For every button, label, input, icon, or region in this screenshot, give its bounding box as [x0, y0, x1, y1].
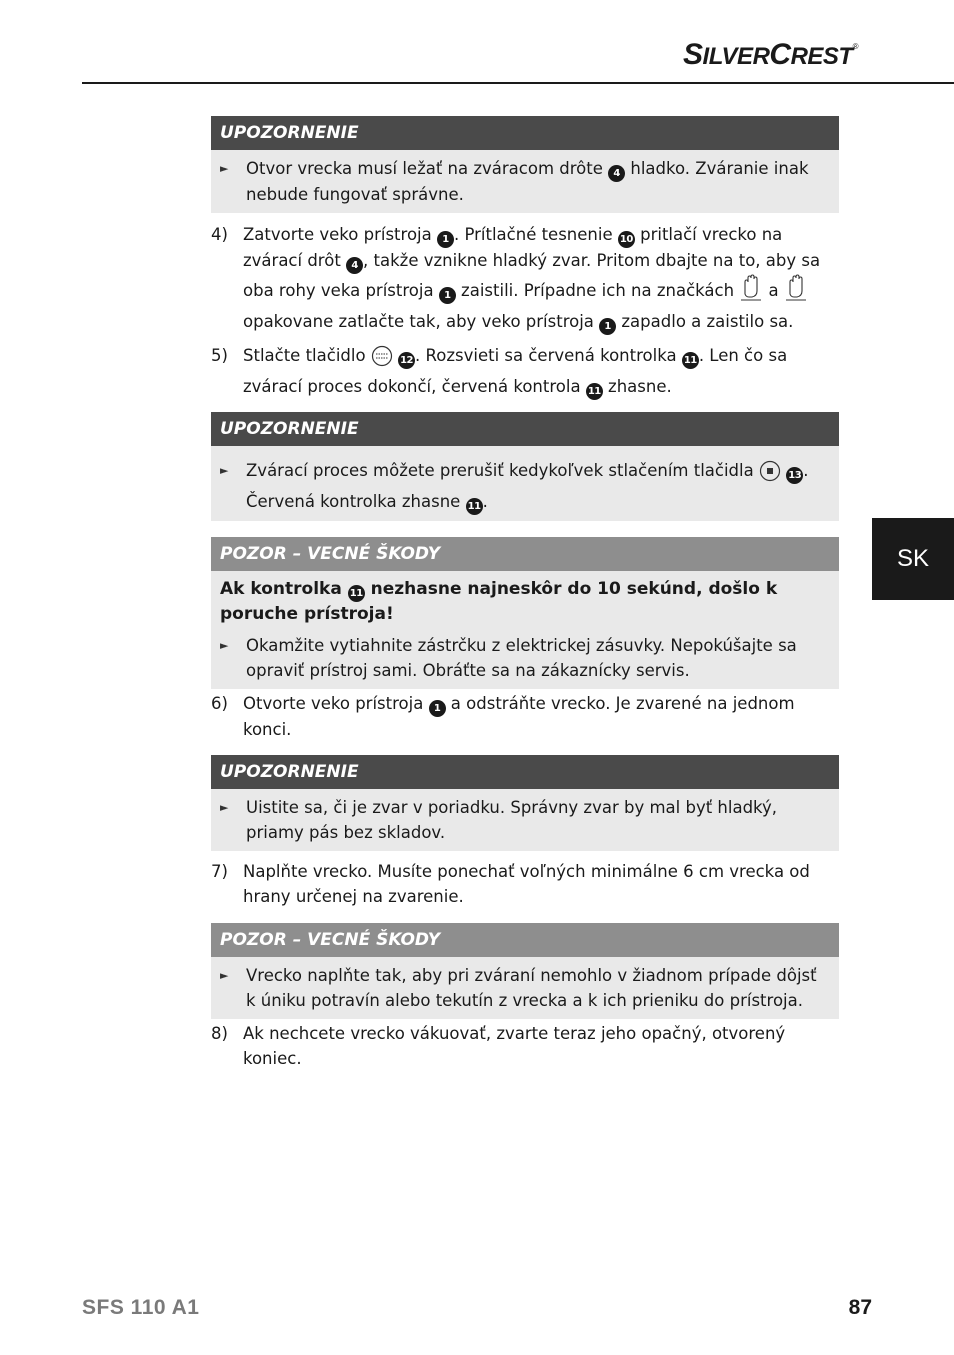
stop-button-icon [759, 460, 781, 489]
step-number: 8) [211, 1024, 228, 1043]
ref-marker: 4 [346, 257, 363, 274]
caution-body [211, 571, 839, 689]
note-box-3 [211, 755, 839, 851]
hand-icon [739, 274, 763, 309]
header-rule [82, 82, 954, 84]
hand-icon [784, 274, 808, 309]
ref-marker: 11 [348, 585, 365, 602]
ref-marker: 10 [618, 231, 635, 248]
step-7 [211, 859, 839, 909]
step-text: Stlačte tlačidlo 12 . Rozsvieti sa červená kontrolka 11 . Len čo sa zvárací proces dokončí, červená kontrola 11 zhasne. [243, 343, 839, 400]
brand-logo [683, 38, 858, 72]
step-8 [211, 1021, 839, 1071]
bullet-text: Zvárací proces môžete prerušiť kedykoľvek stlačením tlačidla 13 . Červená kontrolka zhasne 11 . [246, 458, 829, 515]
bullet-triangle-icon: ► [220, 801, 229, 814]
step-6 [211, 691, 839, 742]
note-title: UPOZORNENIE [211, 412, 839, 446]
bullet-triangle-icon: ► [220, 969, 229, 982]
ref-marker: 13 [786, 467, 803, 484]
note-title: UPOZORNENIE [211, 116, 839, 150]
brand-logo-rest: REST [790, 43, 853, 70]
bullet-item [220, 458, 829, 515]
ref-marker: 11 [682, 352, 699, 369]
note-box-1 [211, 116, 839, 213]
bullet-text: Vrecko naplňte tak, aby pri zváraní nemohlo v žiadnom prípade dôjsť k úniku potravín alebo tekutín z vrecka a k ich prieniku do prístroja. [246, 966, 817, 1010]
step-text: Zatvorte veko prístroja 1 . Prítlačné tesnenie 10 pritlačí vrecko na zvárací drôt 4 , takže vznikne hladký zvar. Pritom dbajte na to, aby sa oba rohy veka prístroja 1 zaistili. Prípadne ich na značkách a opakovane zatlačte tak, aby veko prístroja 1 zapadlo a zaistilo sa. [243, 222, 839, 335]
bullet-triangle-icon: ► [220, 639, 229, 652]
bullet-triangle-icon: ► [220, 162, 229, 175]
ref-marker: 12 [398, 352, 415, 369]
caution-warning-text: Ak kontrolka 11 nezhasne najneskôr do 10 sekúnd, došlo k poruche prístroja! [220, 579, 778, 624]
step-text: Ak nechcete vrecko vákuovať, zvarte teraz jeho opačný, otvorený koniec. [243, 1024, 786, 1068]
bullet-item [220, 963, 829, 1013]
brand-logo-c: C [769, 38, 791, 71]
caution-box-2 [211, 923, 839, 1019]
note-title: UPOZORNENIE [211, 755, 839, 789]
caution-title: POZOR – VECNÉ ŠKODY [211, 923, 839, 957]
ref-marker: 1 [439, 287, 456, 304]
bullet-item [220, 156, 829, 207]
ref-marker: 11 [466, 498, 483, 515]
step-text: Otvorte veko prístroja 1 a odstráňte vrecko. Je zvarené na jednom konci. [243, 694, 795, 739]
step-number: 6) [211, 694, 228, 713]
bullet-text: Okamžite vytiahnite zástrčku z elektrickej zásuvky. Nepokúšajte sa opraviť prístroj sami. Obráťte sa na zákaznícky servis. [246, 636, 797, 680]
footer-model-name: SFS 110 A1 [82, 1296, 200, 1319]
registered-mark: ® [852, 42, 858, 51]
step-number: 4) [211, 225, 228, 244]
brand-logo-ilver: ILVER [702, 43, 770, 70]
note-body [211, 789, 839, 851]
ref-marker: 11 [586, 383, 603, 400]
bullet-triangle-icon: ► [220, 464, 229, 477]
ref-marker: 1 [437, 231, 454, 248]
step-number: 5) [211, 346, 228, 365]
caution-title: POZOR – VECNÉ ŠKODY [211, 537, 839, 571]
bullet-text: Otvor vrecka musí ležať na zváracom drôte 4 hladko. Zváranie inak nebude fungovať správne. [246, 159, 809, 204]
brand-logo-s: S [683, 38, 703, 71]
bullet-item [220, 633, 829, 683]
ref-marker: 1 [599, 318, 616, 335]
ref-marker: 1 [429, 700, 446, 717]
caution-box-1 [211, 537, 839, 689]
note-body [211, 446, 839, 521]
page-content [211, 116, 839, 1079]
ref-marker: 4 [608, 165, 625, 182]
step-5 [211, 343, 839, 400]
bullet-text: Uistite sa, či je zvar v poriadku. Správny zvar by mal byť hladký, priamy pás bez skladov. [246, 798, 778, 842]
bullet-item [220, 795, 829, 845]
note-box-2 [211, 412, 839, 521]
step-number: 7) [211, 862, 228, 881]
note-body [211, 150, 839, 213]
step-4 [211, 222, 839, 335]
seal-button-icon [371, 345, 393, 374]
step-text: Naplňte vrecko. Musíte ponechať voľných minimálne 6 cm vrecka od hrany určenej na zvarenie. [243, 862, 810, 906]
caution-body [211, 957, 839, 1019]
page-number: 87 [848, 1296, 872, 1319]
language-tab: SK [872, 518, 954, 600]
